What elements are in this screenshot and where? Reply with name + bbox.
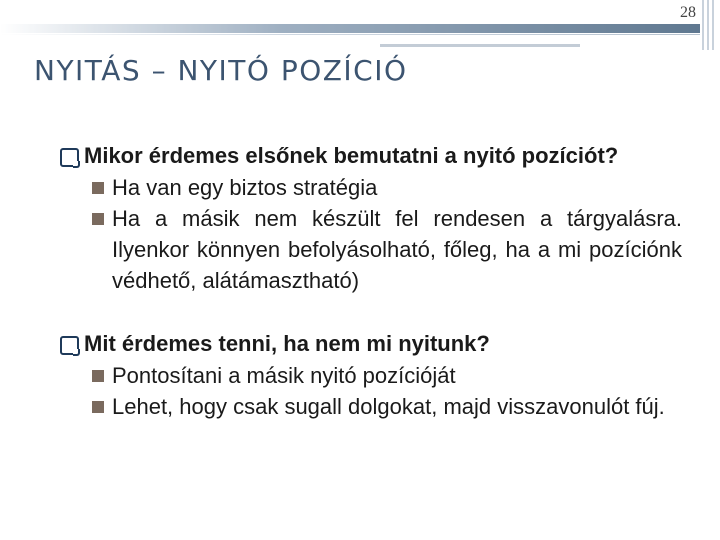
filled-square-icon [92, 401, 104, 413]
answer-list [112, 172, 682, 296]
question-text: Mikor érdemes elsőnek bemutatni a nyitó pozíciót? [84, 143, 619, 168]
slide-title: NYITÁS – NYITÓ POZÍCIÓ [34, 54, 408, 87]
title-accent [380, 44, 580, 47]
checkbox-square-icon [60, 148, 79, 167]
slide-body [60, 140, 682, 454]
corner-decoration [700, 0, 720, 56]
list-item [112, 172, 682, 203]
filled-square-icon [92, 370, 104, 382]
header-rule [0, 34, 700, 35]
question-text: Mit érdemes tenni, ha nem mi nyitunk? [84, 331, 490, 356]
question-item-1 [60, 140, 682, 296]
list-item [112, 203, 682, 296]
header-bar [0, 24, 700, 33]
list-item [112, 360, 682, 391]
list-item [112, 391, 682, 422]
list-item-text: Lehet, hogy csak sugall dolgokat, majd visszavonulót fúj. [112, 394, 665, 419]
slide-number: 28 [680, 4, 696, 21]
filled-square-icon [92, 182, 104, 194]
list-item-text: Pontosítani a másik nyitó pozícióját [112, 363, 456, 388]
answer-list [112, 360, 682, 422]
list-item-text: Ha van egy biztos stratégia [112, 175, 378, 200]
filled-square-icon [92, 213, 104, 225]
checkbox-square-icon [60, 336, 79, 355]
list-item-text: Ha a másik nem készült fel rendesen a tárgyalásra. Ilyenkor könnyen befolyásolható, főleg, ha a mi pozíciónk védhető, alátámasztható) [112, 206, 682, 293]
question-item-2 [60, 328, 682, 422]
